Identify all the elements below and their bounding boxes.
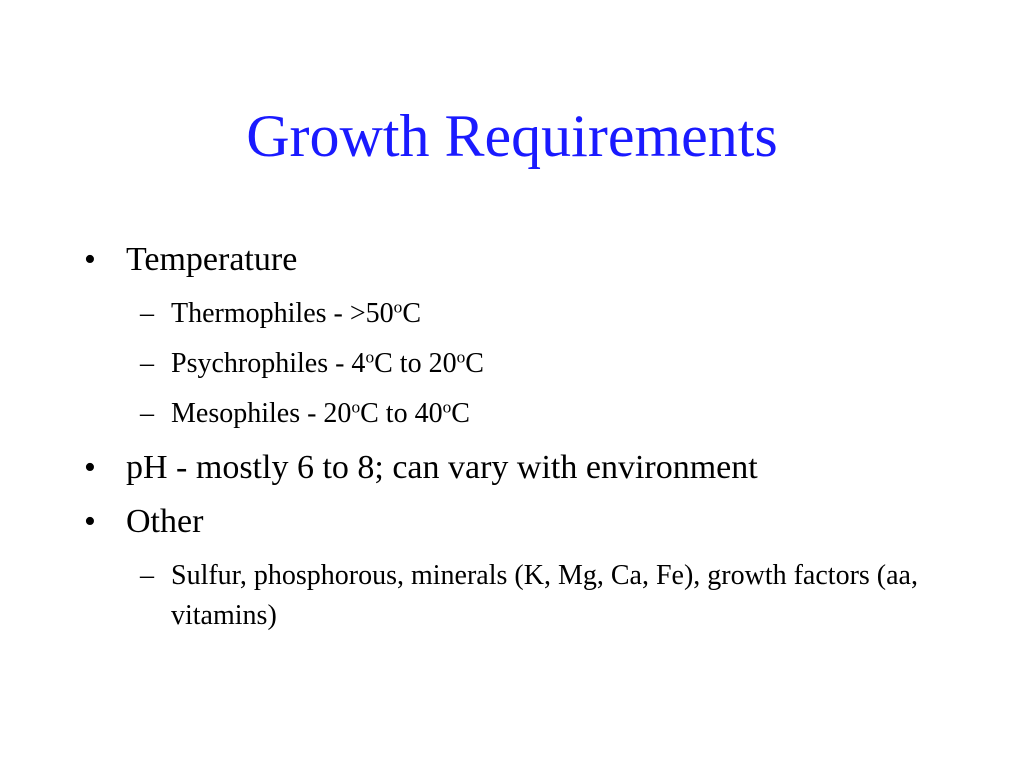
sub-item-text: Sulfur, phosphorous, minerals (K, Mg, Ca, Fe), growth factors (aa, vitamins)	[171, 560, 918, 631]
sub-list-temperature	[126, 294, 944, 434]
dash-icon: –	[140, 560, 154, 591]
bullet-icon: •	[84, 449, 96, 486]
sub-item-text: C	[451, 398, 470, 429]
degree-superscript: o	[351, 397, 361, 417]
dash-icon: –	[140, 298, 154, 329]
dash-icon: –	[140, 348, 154, 379]
list-item-label: Other	[126, 503, 204, 540]
sub-list-other	[126, 556, 944, 636]
sub-item-text: C	[402, 298, 422, 329]
list-item-ph	[84, 444, 944, 492]
sub-item-text: C	[465, 348, 484, 379]
sub-item-minerals	[126, 556, 944, 636]
sub-item-text: Psychrophiles - 4	[171, 348, 366, 379]
sub-item-text: Thermophiles - >50	[171, 298, 394, 329]
slide-title: Growth Requirements	[246, 103, 778, 169]
list-item-temperature	[84, 236, 944, 434]
sub-item-mesophiles	[126, 394, 944, 434]
degree-superscript: o	[393, 297, 403, 317]
sub-item-text: Mesophiles - 20	[171, 398, 352, 429]
degree-superscript: o	[365, 347, 375, 367]
sub-item-psychrophiles	[126, 344, 944, 384]
bullet-icon: •	[84, 503, 96, 540]
bullet-icon: •	[84, 241, 96, 278]
sub-item-text: C to 20	[374, 348, 457, 379]
list-item-other	[84, 498, 944, 636]
dash-icon: –	[140, 398, 154, 429]
list-item-label: pH - mostly 6 to 8; can vary with environment	[126, 449, 758, 486]
sub-item-text: C to 40	[360, 398, 443, 429]
list-item-label: Temperature	[126, 241, 298, 278]
degree-superscript: o	[442, 397, 452, 417]
degree-superscript: o	[456, 347, 466, 367]
bullet-list	[84, 230, 944, 636]
sub-item-thermophiles	[126, 294, 944, 334]
